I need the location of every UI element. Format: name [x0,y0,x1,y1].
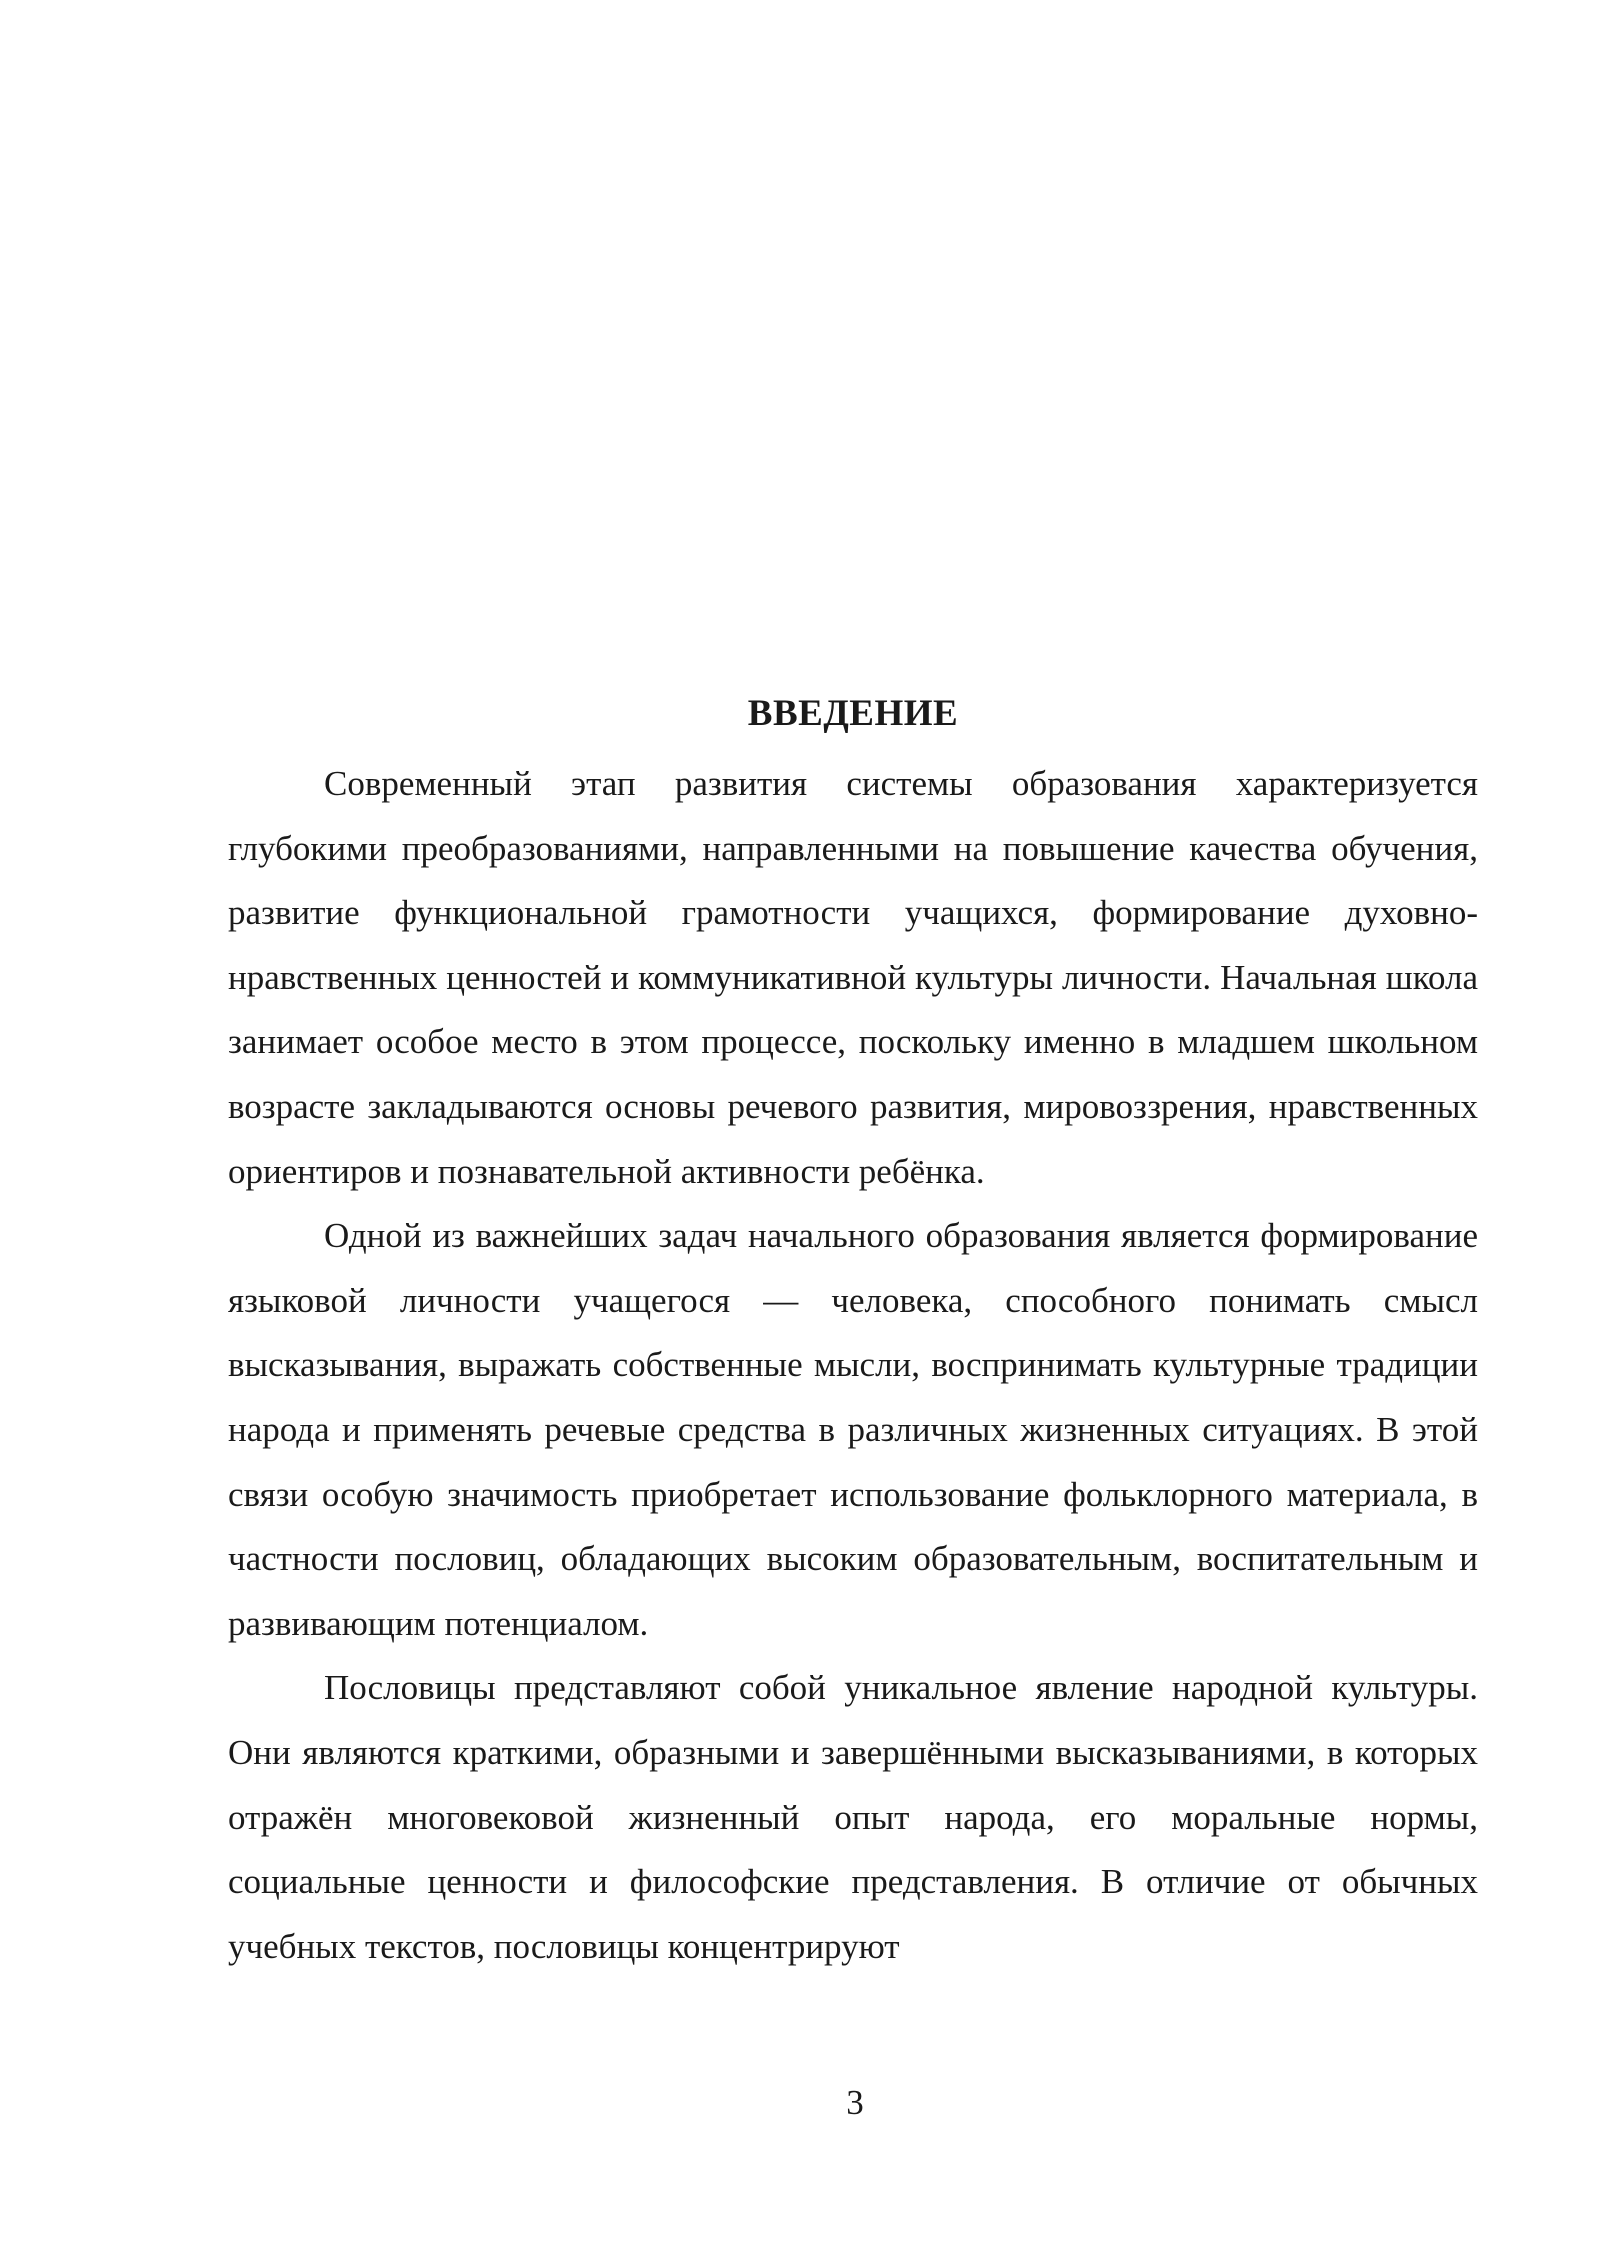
section-heading: ВВЕДЕНИЕ [747,693,959,734]
paragraph-1: Современный этап развития системы образования характеризуется глубокими преобразованиями, направленными на повышение качества обучения, развитие функциональной грамотности учащихся, формирование духовно-нравственных ценностей и коммуникативной культуры личности. Начальная школа занимает особое место в этом процессе, поскольку именно в младшем школьном возрасте закладываются основы речевого развития, мировоззрения, нравственных ориентиров и познавательной активности ребёнка. [228,764,1478,1191]
page-content [228,680,1478,1979]
paragraph-2: Одной из важнейших задач начального образования является формирование языковой личности учащегося — человека, способного понимать смысл высказывания, выражать собственные мысли, воспринимать культурные традиции народа и применять речевые средства в различных жизненных ситуациях. В этой связи особую значимость приобретает использование фольклорного материала, в частности пословиц, обладающих высоким образовательным, воспитательным и развивающим потенциалом. [228,1216,1478,1643]
paragraph-3: Пословицы представляют собой уникальное явление народной культуры. Они являются краткими, образными и завершёнными высказываниями, в которых отражён многовековой жизненный опыт народа, его моральные нормы, социальные ценности и философские представления. В отличие от обычных учебных текстов, пословицы концентрируют [228,1668,1478,1966]
page-number: 3 [846,2083,864,2122]
